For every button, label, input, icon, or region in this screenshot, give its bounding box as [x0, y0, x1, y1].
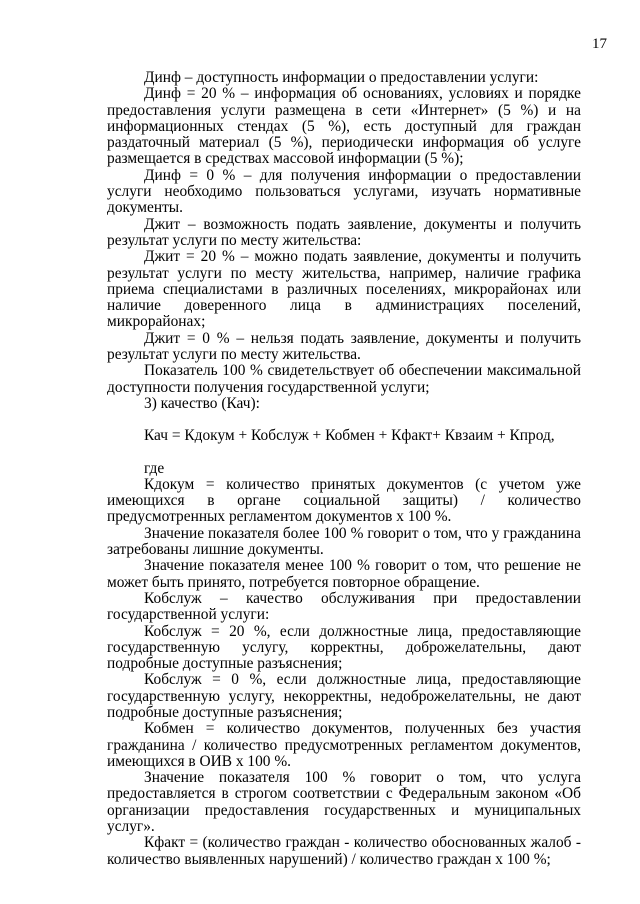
quality-formula: Кач = Кдокум + Кобслуж + Кобмен + Кфакт+ Квзаим + Кпрод,: [144, 427, 555, 445]
paragraph-kobsluzh-20: Кобслуж = 20 %, если должностные лица, предоставляющие государственную услугу, корректны, доброжелательны, дают подробные доступные разъяснения;: [107, 622, 581, 673]
paragraph-availability-note: Показатель 100 % свидетельствует об обеспечении максимальной доступности получения государственной услуги;: [107, 362, 581, 396]
paragraph-kfakt: Кфакт = (количество граждан - количество обоснованных жалоб - количество выявленных нарушений) / количество граждан х 100 %;: [107, 834, 581, 868]
paragraph-dinf-0: Динф = 0 % – для получения информации о предоставлении услуги необходимо пользоваться услугами, изучать нормативные документы.: [107, 166, 581, 217]
paragraph-where: где: [144, 459, 165, 477]
paragraph-kobmen-note: Значение показателя 100 % говорит о том, что услуга предоставляется в строгом соответствии с Федеральным законом «Об организации предоставления государственных и муниципальных услуг».: [107, 769, 581, 836]
page-number: 17: [592, 36, 607, 52]
paragraph-kobsluzh-definition: Кобслуж – качество обслуживания при предоставлении государственной услуги:: [107, 589, 581, 624]
paragraph-kdokum: Кдокум = количество принятых документов (с учетом уже имеющихся в органе социальной защиты) / количество предусмотренных регламентом документов х 100 %.: [107, 475, 581, 526]
paragraph-djit-0: Джит = 0 % – нельзя подать заявление, документы и получить результат услуги по месту жительства.: [107, 329, 581, 364]
document-body: [107, 70, 581, 868]
paragraph-dinf-20: Динф = 20 % – информация об основаниях, условиях и порядке предоставления услуги размещена в сети «Интернет» (5 %) и на информационных стендах (5 %), есть доступный для граждан раздаточный материал (5 %), периодически информация об услуге размещается в средствах массовой информации (5 %);: [107, 85, 581, 168]
paragraph-quality-heading: 3) качество (Кач):: [144, 394, 260, 412]
paragraph-djit-definition: Джит – возможность подать заявление, документы и получить результат услуги по месту жительства:: [107, 215, 581, 249]
paragraph-djit-20: Джит = 20 % – можно подать заявление, документы и получить результат услуги по месту жительства, например, наличие графика приема специалистами в различных поселениях, микрорайонах или наличие доверенного лица в администрациях поселений, микрорайонах;: [107, 248, 581, 331]
paragraph-dinf-definition: Динф – доступность информации о предоставлении услуги:: [144, 69, 539, 86]
paragraph-kobsluzh-0: Кобслуж = 0 %, если должностные лица, предоставляющие государственную услугу, некорректны, недоброжелательны, не дают подробные доступные разъяснения;: [107, 671, 581, 721]
paragraph-kobmen: Кобмен = количество документов, полученных без участия гражданина / количество предусмотренных регламентом документов, имеющихся в ОИВ х 100 %.: [107, 720, 581, 770]
paragraph-kdokum-over: Значение показателя более 100 % говорит о том, что у гражданина затребованы лишние документы.: [107, 524, 581, 559]
paragraph-kdokum-under: Значение показателя менее 100 % говорит о том, что решение не может быть принято, потребуется повторное обращение.: [107, 557, 581, 591]
